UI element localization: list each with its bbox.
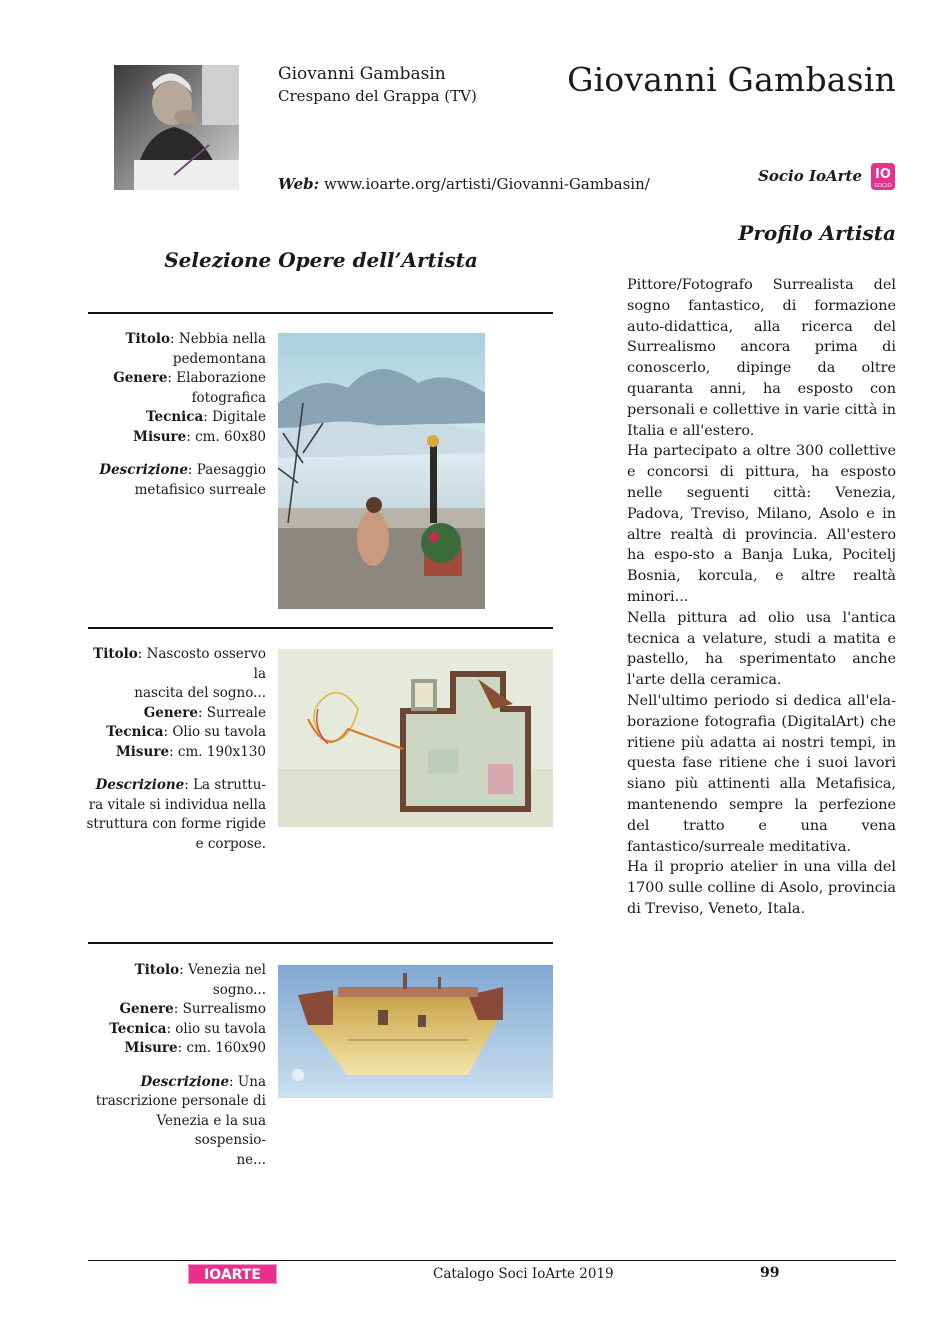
profile-heading: Profilo Artista bbox=[738, 221, 896, 245]
label-tecnica: Tecnica bbox=[106, 724, 164, 740]
label-genere: Genere bbox=[113, 370, 168, 386]
work-description: Una bbox=[237, 1073, 266, 1090]
work-title: Nascosto osservo la bbox=[146, 646, 266, 682]
label-titolo: Titolo bbox=[93, 646, 138, 662]
socio-badge-bottom: SOCIO bbox=[874, 183, 892, 189]
divider bbox=[88, 312, 553, 314]
work-technique: Olio su tavola bbox=[172, 724, 266, 740]
work-2-details: Titolo: Nascosto osservo la nascita del sogno... Genere: Surreale Tecnica: Olio su tavola Misure: cm. 190x130 Descrizione: La struttu- ra vitale si individua nella struttura con forme rigide e corpose. bbox=[86, 645, 266, 854]
divider bbox=[88, 942, 553, 944]
work-size: cm. 190x130 bbox=[177, 743, 266, 760]
page-title: Giovanni Gambasin bbox=[567, 60, 896, 99]
label-descrizione: Descrizione bbox=[95, 777, 185, 793]
work-title-cont: nascita del sogno... bbox=[134, 685, 266, 701]
socio-label: Socio IoArte bbox=[758, 167, 862, 185]
work-description: La struttu- bbox=[193, 777, 266, 793]
label-genere: Genere bbox=[143, 704, 198, 721]
work-genre: Elaborazione bbox=[176, 370, 266, 386]
work-description: Paesaggio bbox=[196, 462, 266, 478]
works-heading: Selezione Opere dell’Artista bbox=[164, 248, 478, 272]
artist-name: Giovanni Gambasin bbox=[278, 64, 446, 84]
label-descrizione: Descrizione bbox=[99, 462, 188, 478]
artwork-image-venezia bbox=[278, 965, 553, 1098]
work-1-details: Titolo: Nebbia nella pedemontana Genere: Elaborazione fotografica Tecnica: Digitale Misure: cm. 60x80 Descrizione: Paesaggio metafisico surreale bbox=[86, 330, 266, 500]
label-descrizione: Descrizione bbox=[140, 1073, 230, 1090]
profile-paragraph: Ha partecipato a oltre 300 collettive e concorsi di pittura, ha esposto nelle seguenti città: Venezia, Padova, Treviso, Milano, Asolo e in altre realtà di provincia. All'estero ha espo-sto a Banja Luka, Pocitelj Bosnia, korcula, e altre realtà minori... bbox=[627, 443, 896, 605]
label-tecnica: Tecnica bbox=[146, 409, 204, 425]
work-genre: Surrealismo bbox=[182, 1001, 266, 1017]
work-description-cont: e corpose. bbox=[195, 835, 266, 852]
profile-paragraph: Pittore/Fotografo Surrealista del sogno fantastico, di formazione auto-didattica, alla ricerca del Surrealismo ancora prima di conoscerlo, dipinge da oltre quaranta anni, ha esposto con personali e collettive in varie città in Italia e all'estero. bbox=[627, 277, 896, 439]
profile-paragraph: Nell'ultimo periodo si dedica all'ela-borazione fotografia (DigitalArt) che ritiene più adatta ai nostri tempi, in questa fase ritiene che i suoi lavori siano più attinenti alla Metafisica, mantenendo sempre la perfezione del tratto e una vena fantastico/surreale meditativa. bbox=[627, 692, 896, 855]
label-misure: Misure bbox=[124, 1040, 178, 1056]
ioarte-logo bbox=[188, 1264, 277, 1284]
label-tecnica: Tecnica bbox=[109, 1020, 167, 1037]
divider bbox=[88, 627, 553, 629]
work-description-cont: struttura con forme rigide bbox=[86, 816, 266, 832]
work-3-details: Titolo: Venezia nel sogno... Genere: Surrealismo Tecnica: olio su tavola Misure: cm. 160x90 Descrizione: Una trascrizione personale di Venezia e la sua sospensio- ne... bbox=[86, 961, 266, 1170]
profile-text bbox=[627, 275, 896, 920]
work-genre: Surreale bbox=[206, 704, 266, 721]
label-titolo: Titolo bbox=[125, 331, 171, 347]
artwork-image-nebbia bbox=[278, 333, 485, 609]
profile-paragraph: Ha il proprio atelier in una villa del 1700 sulle colline di Asolo, provincia di Treviso, Veneto, Itala. bbox=[627, 859, 896, 917]
page-number: 99 bbox=[760, 1265, 780, 1281]
web-link[interactable]: www.ioarte.org/artisti/Giovanni-Gambasin/ bbox=[323, 175, 650, 193]
work-title: Venezia nel sogno... bbox=[188, 962, 266, 998]
logo-text: IOARTE bbox=[204, 1267, 261, 1283]
label-titolo: Titolo bbox=[134, 962, 180, 978]
work-description-cont: ra vitale si individua nella bbox=[88, 796, 266, 813]
profile-paragraph: Nella pittura ad olio usa l'antica tecnica a velature, studi a matita e pastello, ha sperimentato anche l'arte della ceramica. bbox=[627, 609, 896, 689]
work-technique: Digitale bbox=[212, 409, 266, 425]
footer-catalog: Catalogo Soci IoArte 2019 bbox=[433, 1266, 614, 1282]
work-title: Nebbia nella bbox=[178, 331, 266, 347]
work-genre-cont: fotografica bbox=[191, 389, 266, 406]
artwork-image-nascosto bbox=[278, 649, 553, 827]
label-genere: Genere bbox=[119, 1001, 174, 1017]
footer-divider bbox=[88, 1260, 896, 1261]
artist-location: Crespano del Grappa (TV) bbox=[278, 87, 477, 105]
artist-portrait bbox=[114, 65, 239, 190]
work-description-cont: metafisico surreale bbox=[134, 481, 266, 498]
work-size: cm. 60x80 bbox=[195, 428, 266, 445]
web-label: Web: bbox=[278, 175, 320, 193]
work-description-cont: trascrizione personale di bbox=[95, 1093, 266, 1109]
socio-badge-icon bbox=[871, 163, 895, 190]
work-description-cont: Venezia e la sua sospensio- bbox=[156, 1112, 266, 1148]
work-technique: olio su tavola bbox=[175, 1020, 266, 1037]
work-title-cont: pedemontana bbox=[172, 350, 266, 367]
work-description-cont: ne... bbox=[236, 1151, 266, 1168]
web-line bbox=[278, 175, 650, 193]
label-misure: Misure bbox=[115, 743, 170, 760]
work-size: cm. 160x90 bbox=[186, 1040, 266, 1056]
label-misure: Misure bbox=[133, 428, 187, 445]
socio-badge-top: IO bbox=[875, 167, 891, 182]
